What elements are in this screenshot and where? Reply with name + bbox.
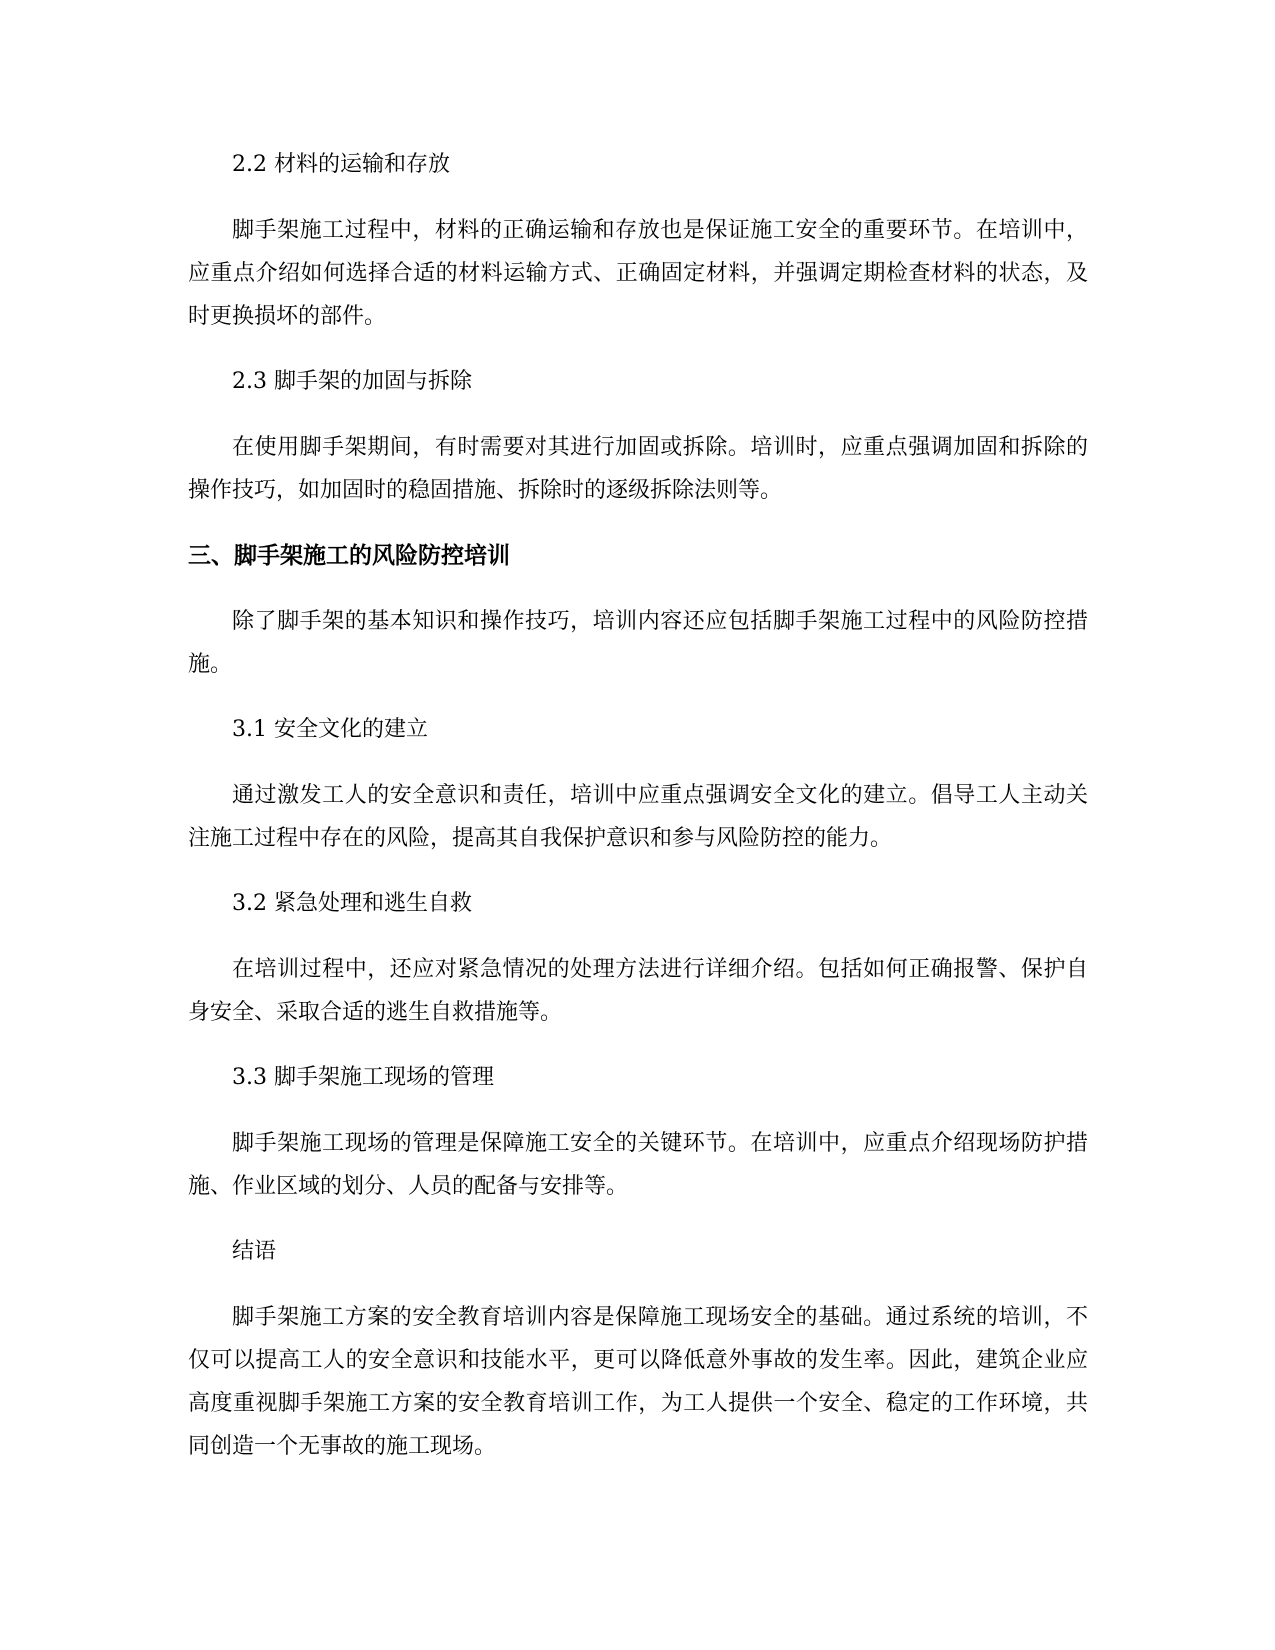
section-3-3-title: 3.3 脚手架施工现场的管理 (232, 1065, 494, 1090)
section-3-1-paragraph: 通过激发工人的安全意识和责任，培训中应重点强调安全文化的建立。倡导工人主动关注施工过程中存在的风险，提高其自我保护意识和参与风险防控的能力。 (188, 783, 1088, 851)
section-2-3-title: 2.3 脚手架的加固与拆除 (232, 369, 472, 394)
conclusion-paragraph: 脚手架施工方案的安全教育培训内容是保障施工现场安全的基础。通过系统的培训，不仅可以提高工人的安全意识和技能水平，更可以降低意外事故的发生率。因此，建筑企业应高度重视脚手架施工方案的安全教育培训工作，为工人提供一个安全、稳定的工作环境，共同创造一个无事故的施工现场。 (188, 1305, 1088, 1459)
chapter-3-intro-paragraph: 除了脚手架的基本知识和操作技巧，培训内容还应包括脚手架施工过程中的风险防控措施。 (188, 609, 1088, 677)
conclusion-title: 结语 (232, 1239, 277, 1264)
chapter-3-heading: 三、脚手架施工的风险防控培训 (188, 543, 510, 569)
section-2-2-title: 2.2 材料的运输和存放 (232, 152, 450, 177)
section-3-3-paragraph: 脚手架施工现场的管理是保障施工安全的关键环节。在培训中，应重点介绍现场防护措施、作业区域的划分、人员的配备与安排等。 (188, 1131, 1088, 1199)
section-2-2-paragraph: 脚手架施工过程中，材料的正确运输和存放也是保证施工安全的重要环节。在培训中，应重点介绍如何选择合适的材料运输方式、正确固定材料，并强调定期检查材料的状态，及时更换损坏的部件。 (188, 218, 1088, 329)
section-3-2-title: 3.2 紧急处理和逃生自救 (232, 891, 472, 916)
section-2-3-paragraph: 在使用脚手架期间，有时需要对其进行加固或拆除。培训时，应重点强调加固和拆除的操作技巧，如加固时的稳固措施、拆除时的逐级拆除法则等。 (188, 435, 1088, 503)
document-body (188, 145, 1088, 1468)
section-3-2-paragraph: 在培训过程中，还应对紧急情况的处理方法进行详细介绍。包括如何正确报警、保护自身安全、采取合适的逃生自救措施等。 (188, 957, 1088, 1025)
section-3-1-title: 3.1 安全文化的建立 (232, 717, 428, 742)
